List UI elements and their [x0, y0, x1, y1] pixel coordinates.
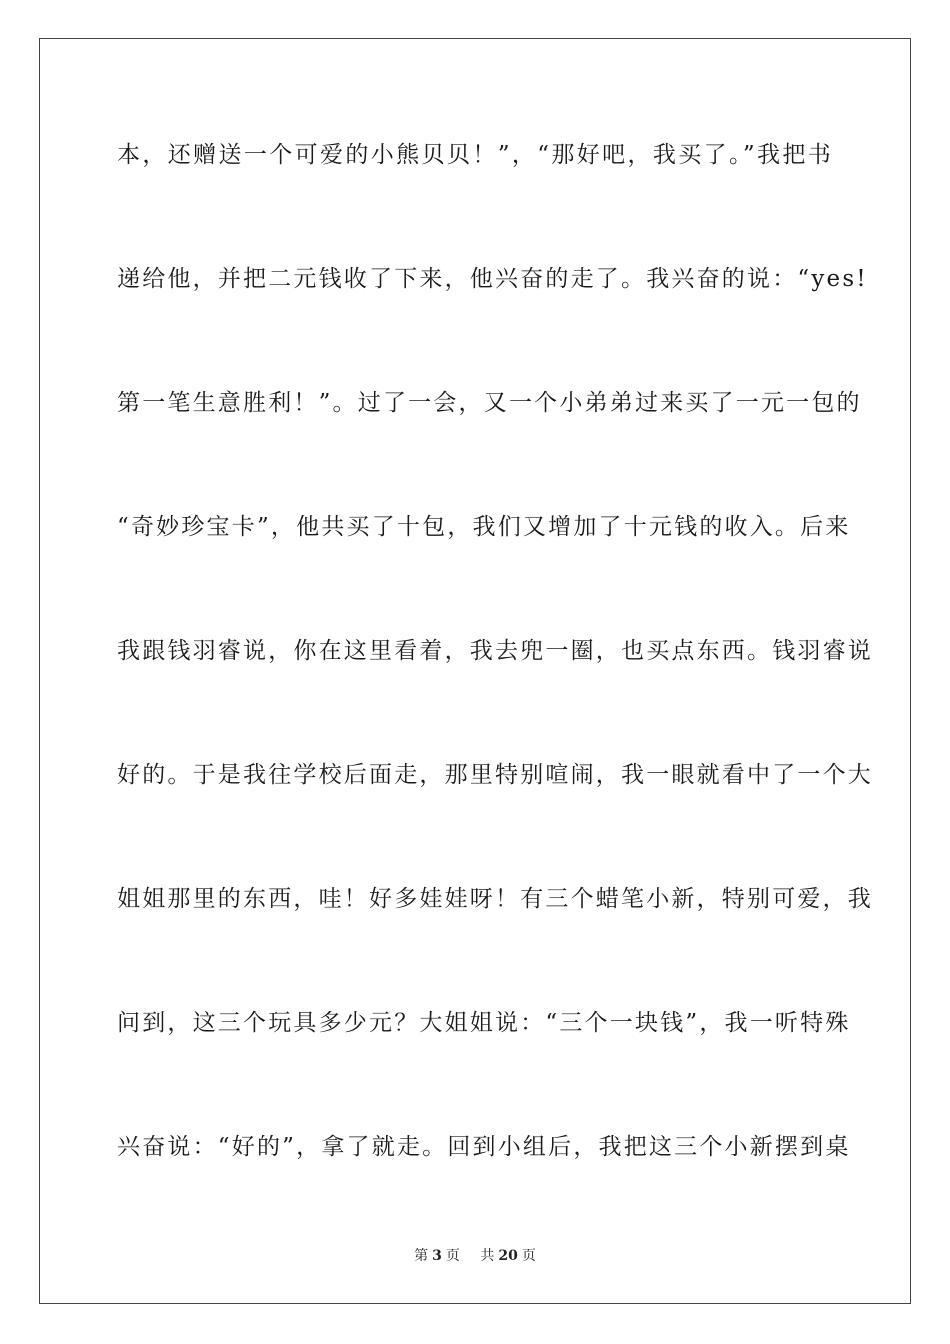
text-line-8: 问到，这三个玩具多少元？大姐姐说：“三个一块钱”，我一听特殊 — [117, 1010, 851, 1036]
total-prefix: 共 — [480, 1248, 495, 1264]
text-line-6: 好的。于是我往学校后面走，那里特别喧闹，我一眼就看中了一个大 — [117, 762, 873, 788]
page-suffix: 页 — [445, 1248, 460, 1264]
text-line-2: 递给他，并把二元钱收了下来，他兴奋的走了。我兴奋的说：“yes! — [117, 266, 868, 292]
text-line-1: 本，还赠送一个可爱的小熊贝贝！”，“那好吧，我买了。”我把书 — [117, 142, 833, 168]
page-prefix: 第 — [414, 1248, 429, 1264]
page-indicator — [410, 1248, 464, 1264]
page-number: 3 — [432, 1248, 442, 1264]
text-line-7: 姐姐那里的东西，哇！好多娃娃呀！有三个蜡笔小新，特别可爱，我 — [117, 886, 873, 912]
total-pages: 20 — [498, 1248, 518, 1264]
text-line-4: “奇妙珍宝卡”，他共买了十包，我们又增加了十元钱的收入。后来 — [117, 514, 851, 540]
total-suffix: 页 — [521, 1248, 536, 1264]
total-indicator — [476, 1248, 539, 1264]
text-line-5: 我跟钱羽睿说，你在这里看着，我去兜一圈，也买点东西。钱羽睿说 — [117, 638, 873, 664]
text-line-9: 兴奋说：“好的”，拿了就走。回到小组后，我把这三个小新摆到桌 — [117, 1134, 851, 1160]
document-body — [117, 124, 873, 1240]
text-line-3: 第一笔生意胜利！”。过了一会，又一个小弟弟过来买了一元一包的 — [117, 390, 862, 416]
page-footer — [0, 1245, 950, 1265]
